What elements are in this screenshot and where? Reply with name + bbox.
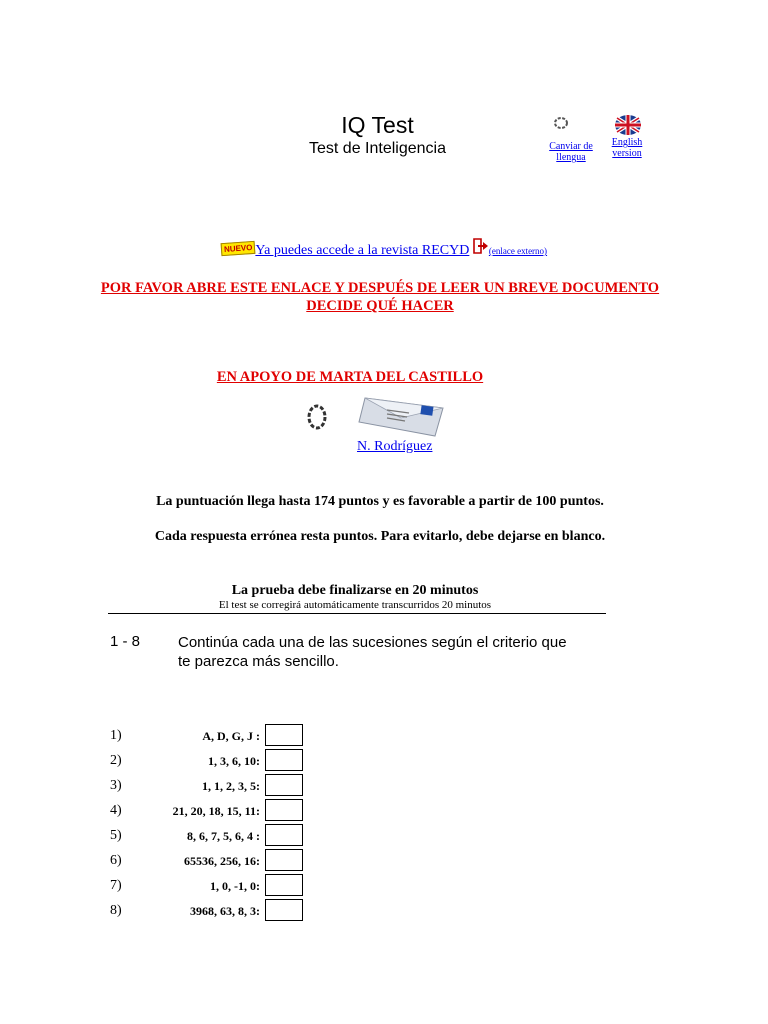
section-instructions: Continúa cada una de las sucesiones según el criterio que te parezca más sencillo. [178,634,567,670]
score-info: La puntuación llega hasta 174 puntos y es favorable a partir de 100 puntos. [156,494,604,509]
answer-input[interactable] [265,749,303,771]
answer-input[interactable] [265,774,303,796]
spinner-icon [305,402,329,432]
question-row [0,899,768,923]
external-link-icon[interactable] [473,238,489,254]
auto-correct-note: El test se corregirá automáticamente transcurridos 20 minutos [218,599,492,611]
external-link-note[interactable]: (enlace externo) [488,246,548,256]
question-number: 2) [110,753,122,768]
answer-input[interactable] [265,824,303,846]
question-row [0,824,768,848]
new-badge: NUEVO [221,241,256,256]
section-range: 1 - 8 [110,633,141,650]
support-heading[interactable]: EN APOYO DE MARTA DEL CASTILLO [216,369,484,385]
recyd-magazine-link[interactable]: Ya puedes accede a la revista RECYD [255,243,470,258]
question-number: 6) [110,853,122,868]
question-row [0,799,768,823]
answer-input[interactable] [265,899,303,921]
page-title: IQ Test [341,112,414,138]
author-link[interactable]: N. Rodríguez [357,439,433,454]
answer-input[interactable] [265,724,303,746]
question-sequence: 1, 3, 6, 10: [208,754,260,768]
question-sequence: 3968, 63, 8, 3: [190,904,260,918]
please-read-notice[interactable]: POR FAVOR ABRE ESTE ENLACE Y DESPUÉS DE LEER UN BREVE DOCUMENTO DECIDE QUÉ HACER [100,280,660,314]
penalty-info: Cada respuesta errónea resta puntos. Para evitarlo, debe dejarse en blanco. [154,529,606,544]
question-row [0,724,768,748]
question-number: 8) [110,903,122,918]
question-sequence: 1, 1, 2, 3, 5: [202,779,260,793]
question-number: 3) [110,778,122,793]
answer-input[interactable] [265,849,303,871]
question-number: 7) [110,878,122,893]
change-language-link[interactable]: Canviar de llengua [549,141,593,163]
answer-input[interactable] [265,799,303,821]
spinner-icon [553,115,569,131]
question-number: 4) [110,803,122,818]
uk-flag-icon[interactable] [614,114,642,136]
question-number: 5) [110,828,122,843]
question-sequence: A, D, G, J : [202,729,260,743]
question-row [0,849,768,873]
news-row [0,238,768,259]
page-subtitle: Test de Inteligencia [309,140,446,157]
question-sequence: 21, 20, 18, 15, 11: [172,804,260,818]
question-sequence: 8, 6, 7, 5, 6, 4 : [187,829,260,843]
question-sequence: 65536, 256, 16: [184,854,260,868]
question-row [0,749,768,773]
divider [108,613,606,614]
english-version-link[interactable]: English version [611,137,643,159]
time-limit: La prueba debe finalizarse en 20 minutos [231,583,479,598]
question-row [0,774,768,798]
question-sequence: 1, 0, -1, 0: [210,879,260,893]
answer-input[interactable] [265,874,303,896]
question-number: 1) [110,728,122,743]
envelope-icon[interactable] [357,392,449,438]
question-row [0,874,768,898]
